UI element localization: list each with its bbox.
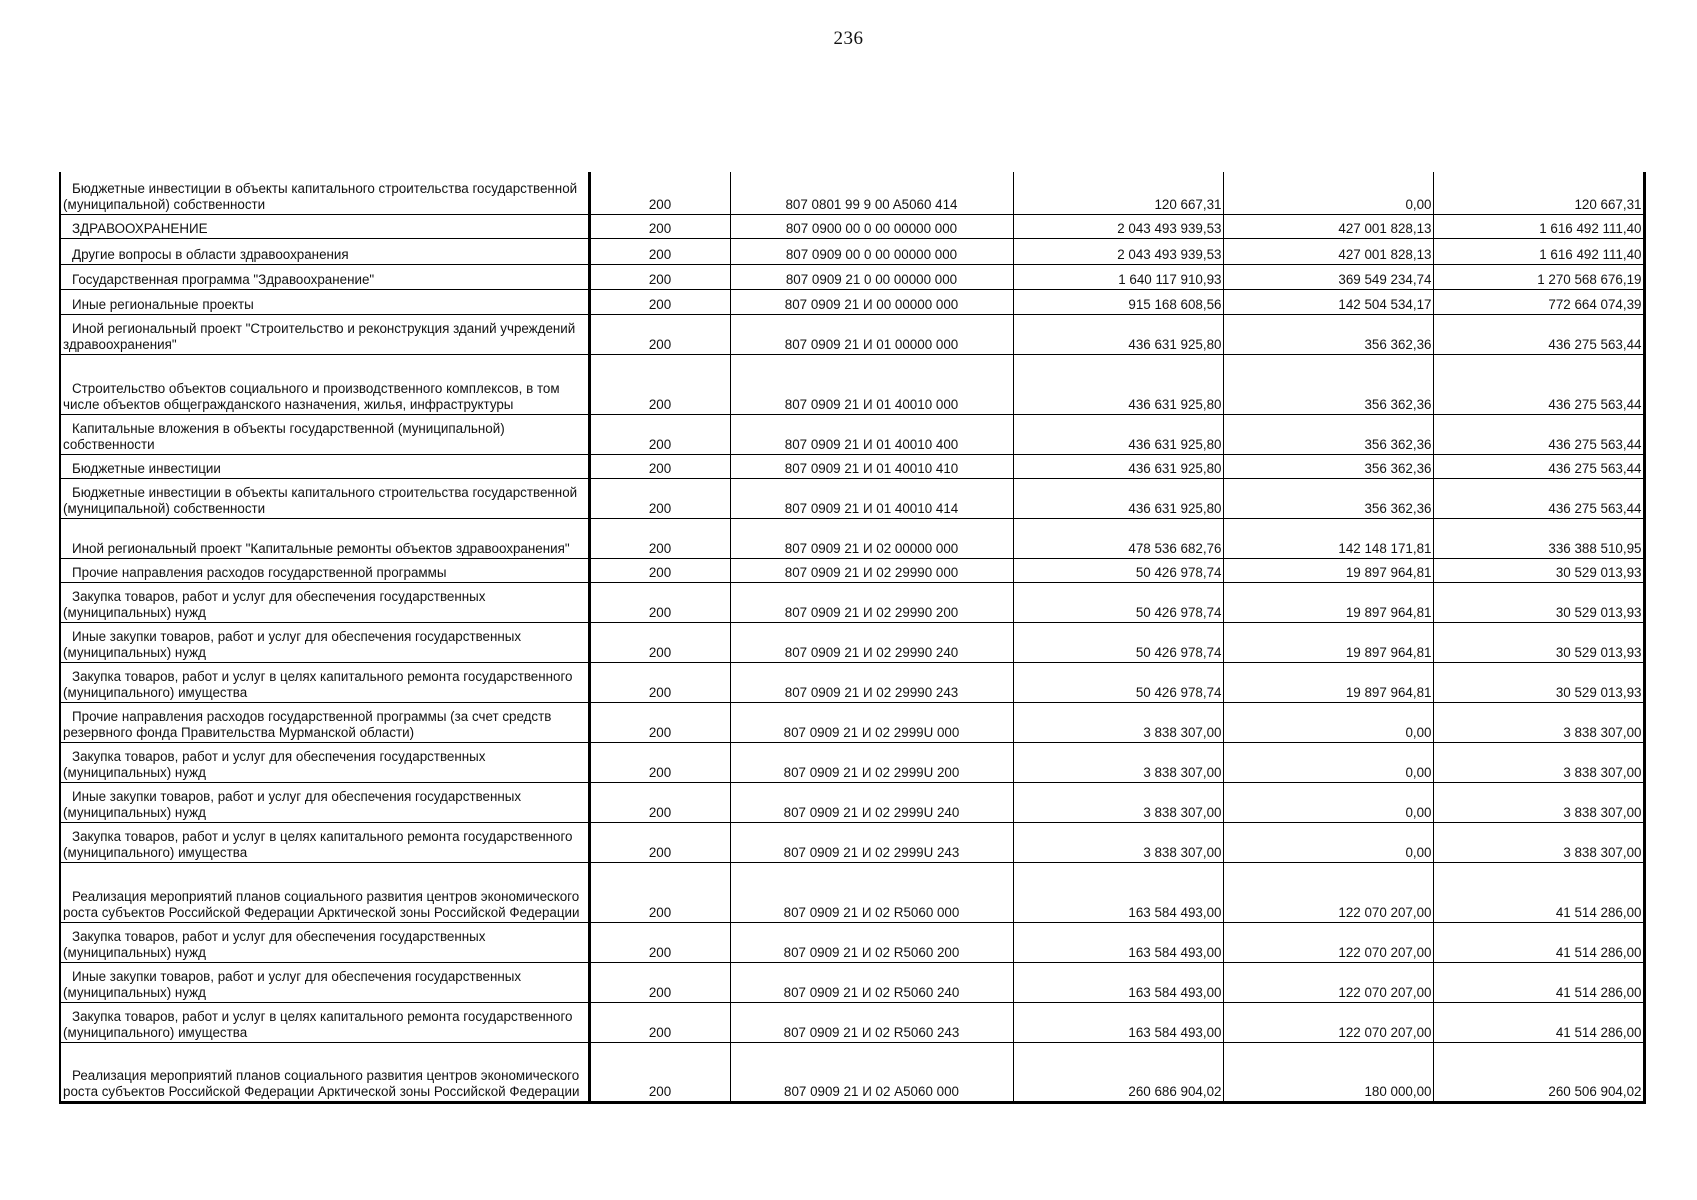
row-description: Реализация мероприятий планов социального развития центров экономического роста субъектов Российской Федерации Арктической зоны Российской Федерации: [60, 1042, 589, 1102]
row-remaining-amount: 3 838 307,00: [1433, 742, 1644, 782]
row-description: ЗДРАВООХРАНЕНИЕ: [60, 214, 589, 238]
row-executed-amount: 0,00: [1223, 782, 1433, 822]
row-budget-classification-code: 807 0909 21 И 02 A5060 000: [730, 1042, 1013, 1102]
table-row: [60, 702, 1644, 742]
row-budget-classification-code: 807 0909 21 И 01 40010 410: [730, 454, 1013, 478]
row-remaining-amount: 436 275 563,44: [1433, 314, 1644, 354]
table-row: [60, 922, 1644, 962]
table-row: [60, 582, 1644, 622]
row-budget-classification-code: 807 0909 21 И 02 R5060 200: [730, 922, 1013, 962]
row-executed-amount: 19 897 964,81: [1223, 662, 1433, 702]
table-row: [60, 454, 1644, 478]
row-executed-amount: 427 001 828,13: [1223, 214, 1433, 238]
page-number: 236: [833, 28, 864, 49]
row-remaining-amount: 41 514 286,00: [1433, 1002, 1644, 1042]
row-status-code: 200: [589, 454, 730, 478]
row-executed-amount: 356 362,36: [1223, 414, 1433, 454]
row-remaining-amount: 30 529 013,93: [1433, 622, 1644, 662]
row-description: Закупка товаров, работ и услуг для обеспечения государственных (муниципальных) нужд: [60, 922, 589, 962]
row-status-code: 200: [589, 962, 730, 1002]
row-description: Закупка товаров, работ и услуг для обеспечения государственных (муниципальных) нужд: [60, 742, 589, 782]
row-description: Закупка товаров, работ и услуг в целях капитального ремонта государственного (муниципального) имущества: [60, 1002, 589, 1042]
row-approved-amount: 436 631 925,80: [1013, 314, 1223, 354]
row-status-code: 200: [589, 264, 730, 289]
table-row: [60, 558, 1644, 582]
row-status-code: 200: [589, 782, 730, 822]
row-status-code: 200: [589, 518, 730, 558]
row-approved-amount: 163 584 493,00: [1013, 1002, 1223, 1042]
row-budget-classification-code: 807 0909 21 И 02 29990 000: [730, 558, 1013, 582]
row-remaining-amount: 772 664 074,39: [1433, 289, 1644, 314]
row-executed-amount: 122 070 207,00: [1223, 862, 1433, 922]
row-budget-classification-code: 807 0909 21 И 02 2999U 200: [730, 742, 1013, 782]
row-executed-amount: 142 504 534,17: [1223, 289, 1433, 314]
row-budget-classification-code: 807 0909 21 И 02 R5060 240: [730, 962, 1013, 1002]
table-row: [60, 962, 1644, 1002]
row-description: Другие вопросы в области здравоохранения: [60, 238, 589, 264]
row-executed-amount: 0,00: [1223, 822, 1433, 862]
row-remaining-amount: 336 388 510,95: [1433, 518, 1644, 558]
row-approved-amount: 260 686 904,02: [1013, 1042, 1223, 1102]
table-row: [60, 314, 1644, 354]
row-approved-amount: 3 838 307,00: [1013, 822, 1223, 862]
row-budget-classification-code: 807 0900 00 0 00 00000 000: [730, 214, 1013, 238]
row-status-code: 200: [589, 1002, 730, 1042]
row-budget-classification-code: 807 0909 21 И 00 00000 000: [730, 289, 1013, 314]
row-budget-classification-code: 807 0909 21 И 02 R5060 243: [730, 1002, 1013, 1042]
row-executed-amount: 142 148 171,81: [1223, 518, 1433, 558]
row-approved-amount: 436 631 925,80: [1013, 454, 1223, 478]
row-remaining-amount: 436 275 563,44: [1433, 478, 1644, 518]
row-remaining-amount: 1 616 492 111,40: [1433, 214, 1644, 238]
row-status-code: 200: [589, 478, 730, 518]
table-row: [60, 822, 1644, 862]
row-status-code: 200: [589, 862, 730, 922]
row-description: Иные региональные проекты: [60, 289, 589, 314]
row-executed-amount: 0,00: [1223, 172, 1433, 214]
table-row: [60, 264, 1644, 289]
row-budget-classification-code: 807 0909 21 И 02 29990 200: [730, 582, 1013, 622]
table-row: [60, 742, 1644, 782]
row-budget-classification-code: 807 0909 21 И 01 40010 000: [730, 354, 1013, 414]
row-approved-amount: 163 584 493,00: [1013, 862, 1223, 922]
row-remaining-amount: 41 514 286,00: [1433, 922, 1644, 962]
row-description: Закупка товаров, работ и услуг в целях капитального ремонта государственного (муниципального) имущества: [60, 662, 589, 702]
table-row: [60, 478, 1644, 518]
row-executed-amount: 356 362,36: [1223, 478, 1433, 518]
row-description: Бюджетные инвестиции в объекты капитального строительства государственной (муниципальной) собственности: [60, 478, 589, 518]
row-description: Бюджетные инвестиции в объекты капитального строительства государственной (муниципальной) собственности: [60, 172, 589, 214]
row-remaining-amount: 1 616 492 111,40: [1433, 238, 1644, 264]
row-approved-amount: 2 043 493 939,53: [1013, 238, 1223, 264]
row-approved-amount: 478 536 682,76: [1013, 518, 1223, 558]
row-approved-amount: 163 584 493,00: [1013, 922, 1223, 962]
row-status-code: 200: [589, 1042, 730, 1102]
row-budget-classification-code: 807 0909 21 И 02 29990 240: [730, 622, 1013, 662]
row-remaining-amount: 260 506 904,02: [1433, 1042, 1644, 1102]
row-budget-classification-code: 807 0801 99 9 00 A5060 414: [730, 172, 1013, 214]
row-status-code: 200: [589, 662, 730, 702]
row-status-code: 200: [589, 354, 730, 414]
row-description: Иной региональный проект "Строительство и реконструкция зданий учреждений здравоохранения": [60, 314, 589, 354]
row-approved-amount: 436 631 925,80: [1013, 414, 1223, 454]
row-remaining-amount: 3 838 307,00: [1433, 822, 1644, 862]
row-approved-amount: 50 426 978,74: [1013, 622, 1223, 662]
row-status-code: 200: [589, 922, 730, 962]
row-remaining-amount: 3 838 307,00: [1433, 782, 1644, 822]
table-row: [60, 662, 1644, 702]
row-executed-amount: 356 362,36: [1223, 314, 1433, 354]
row-remaining-amount: 436 275 563,44: [1433, 414, 1644, 454]
budget-table: [59, 172, 1646, 1104]
row-approved-amount: 915 168 608,56: [1013, 289, 1223, 314]
table-row: [60, 862, 1644, 922]
row-status-code: 200: [589, 414, 730, 454]
row-status-code: 200: [589, 702, 730, 742]
row-description: Строительство объектов социального и производственного комплексов, в том числе объектов общегражданского назначения, жилья, инфраструктуры: [60, 354, 589, 414]
row-approved-amount: 3 838 307,00: [1013, 742, 1223, 782]
row-approved-amount: 436 631 925,80: [1013, 354, 1223, 414]
row-approved-amount: 436 631 925,80: [1013, 478, 1223, 518]
row-budget-classification-code: 807 0909 21 И 02 R5060 000: [730, 862, 1013, 922]
row-executed-amount: 122 070 207,00: [1223, 962, 1433, 1002]
row-approved-amount: 50 426 978,74: [1013, 582, 1223, 622]
row-remaining-amount: 41 514 286,00: [1433, 962, 1644, 1002]
row-status-code: 200: [589, 622, 730, 662]
row-description: Государственная программа "Здравоохранение": [60, 264, 589, 289]
row-status-code: 200: [589, 172, 730, 214]
row-description: Иные закупки товаров, работ и услуг для обеспечения государственных (муниципальных) нужд: [60, 782, 589, 822]
row-status-code: 200: [589, 742, 730, 782]
row-remaining-amount: 436 275 563,44: [1433, 454, 1644, 478]
row-approved-amount: 3 838 307,00: [1013, 782, 1223, 822]
row-executed-amount: 19 897 964,81: [1223, 558, 1433, 582]
row-executed-amount: 356 362,36: [1223, 454, 1433, 478]
table-row: [60, 354, 1644, 414]
row-remaining-amount: 436 275 563,44: [1433, 354, 1644, 414]
row-budget-classification-code: 807 0909 21 И 02 29990 243: [730, 662, 1013, 702]
row-status-code: 200: [589, 558, 730, 582]
row-executed-amount: 19 897 964,81: [1223, 622, 1433, 662]
row-description: Прочие направления расходов государственной программы: [60, 558, 589, 582]
table-row: [60, 1042, 1644, 1102]
row-description: Иные закупки товаров, работ и услуг для обеспечения государственных (муниципальных) нужд: [60, 962, 589, 1002]
row-approved-amount: 50 426 978,74: [1013, 558, 1223, 582]
row-remaining-amount: 30 529 013,93: [1433, 662, 1644, 702]
table-row: [60, 622, 1644, 662]
row-approved-amount: 163 584 493,00: [1013, 962, 1223, 1002]
row-remaining-amount: 3 838 307,00: [1433, 702, 1644, 742]
row-description: Капитальные вложения в объекты государственной (муниципальной) собственности: [60, 414, 589, 454]
row-description: Реализация мероприятий планов социального развития центров экономического роста субъектов Российской Федерации Арктической зоны Российской Федерации: [60, 862, 589, 922]
table-row: [60, 518, 1644, 558]
row-remaining-amount: 30 529 013,93: [1433, 558, 1644, 582]
table-row: [60, 172, 1644, 214]
row-remaining-amount: 30 529 013,93: [1433, 582, 1644, 622]
row-budget-classification-code: 807 0909 21 0 00 00000 000: [730, 264, 1013, 289]
row-status-code: 200: [589, 214, 730, 238]
row-status-code: 200: [589, 238, 730, 264]
row-executed-amount: 19 897 964,81: [1223, 582, 1433, 622]
row-description: Иные закупки товаров, работ и услуг для обеспечения государственных (муниципальных) нужд: [60, 622, 589, 662]
row-status-code: 200: [589, 314, 730, 354]
row-executed-amount: 0,00: [1223, 702, 1433, 742]
row-executed-amount: 356 362,36: [1223, 354, 1433, 414]
row-description: Закупка товаров, работ и услуг для обеспечения государственных (муниципальных) нужд: [60, 582, 589, 622]
table-row: [60, 782, 1644, 822]
row-budget-classification-code: 807 0909 21 И 01 40010 414: [730, 478, 1013, 518]
row-remaining-amount: 41 514 286,00: [1433, 862, 1644, 922]
row-description: Иной региональный проект "Капитальные ремонты объектов здравоохранения": [60, 518, 589, 558]
row-approved-amount: 3 838 307,00: [1013, 702, 1223, 742]
row-status-code: 200: [589, 822, 730, 862]
row-approved-amount: 2 043 493 939,53: [1013, 214, 1223, 238]
row-approved-amount: 1 640 117 910,93: [1013, 264, 1223, 289]
row-budget-classification-code: 807 0909 21 И 01 00000 000: [730, 314, 1013, 354]
table-row: [60, 289, 1644, 314]
row-budget-classification-code: 807 0909 00 0 00 00000 000: [730, 238, 1013, 264]
row-description: Бюджетные инвестиции: [60, 454, 589, 478]
row-description: Прочие направления расходов государственной программы (за счет средств резервного фонда Правительства Мурманской области): [60, 702, 589, 742]
row-budget-classification-code: 807 0909 21 И 02 00000 000: [730, 518, 1013, 558]
row-status-code: 200: [589, 289, 730, 314]
row-budget-classification-code: 807 0909 21 И 02 2999U 000: [730, 702, 1013, 742]
row-budget-classification-code: 807 0909 21 И 01 40010 400: [730, 414, 1013, 454]
row-budget-classification-code: 807 0909 21 И 02 2999U 240: [730, 782, 1013, 822]
row-status-code: 200: [589, 582, 730, 622]
row-budget-classification-code: 807 0909 21 И 02 2999U 243: [730, 822, 1013, 862]
row-remaining-amount: 1 270 568 676,19: [1433, 264, 1644, 289]
row-executed-amount: 122 070 207,00: [1223, 922, 1433, 962]
row-executed-amount: 369 549 234,74: [1223, 264, 1433, 289]
row-approved-amount: 120 667,31: [1013, 172, 1223, 214]
row-executed-amount: 122 070 207,00: [1223, 1002, 1433, 1042]
table-row: [60, 1002, 1644, 1042]
row-executed-amount: 0,00: [1223, 742, 1433, 782]
row-remaining-amount: 120 667,31: [1433, 172, 1644, 214]
row-executed-amount: 180 000,00: [1223, 1042, 1433, 1102]
table-row: [60, 238, 1644, 264]
table-row: [60, 414, 1644, 454]
row-description: Закупка товаров, работ и услуг в целях капитального ремонта государственного (муниципального) имущества: [60, 822, 589, 862]
table-row: [60, 214, 1644, 238]
row-approved-amount: 50 426 978,74: [1013, 662, 1223, 702]
row-executed-amount: 427 001 828,13: [1223, 238, 1433, 264]
